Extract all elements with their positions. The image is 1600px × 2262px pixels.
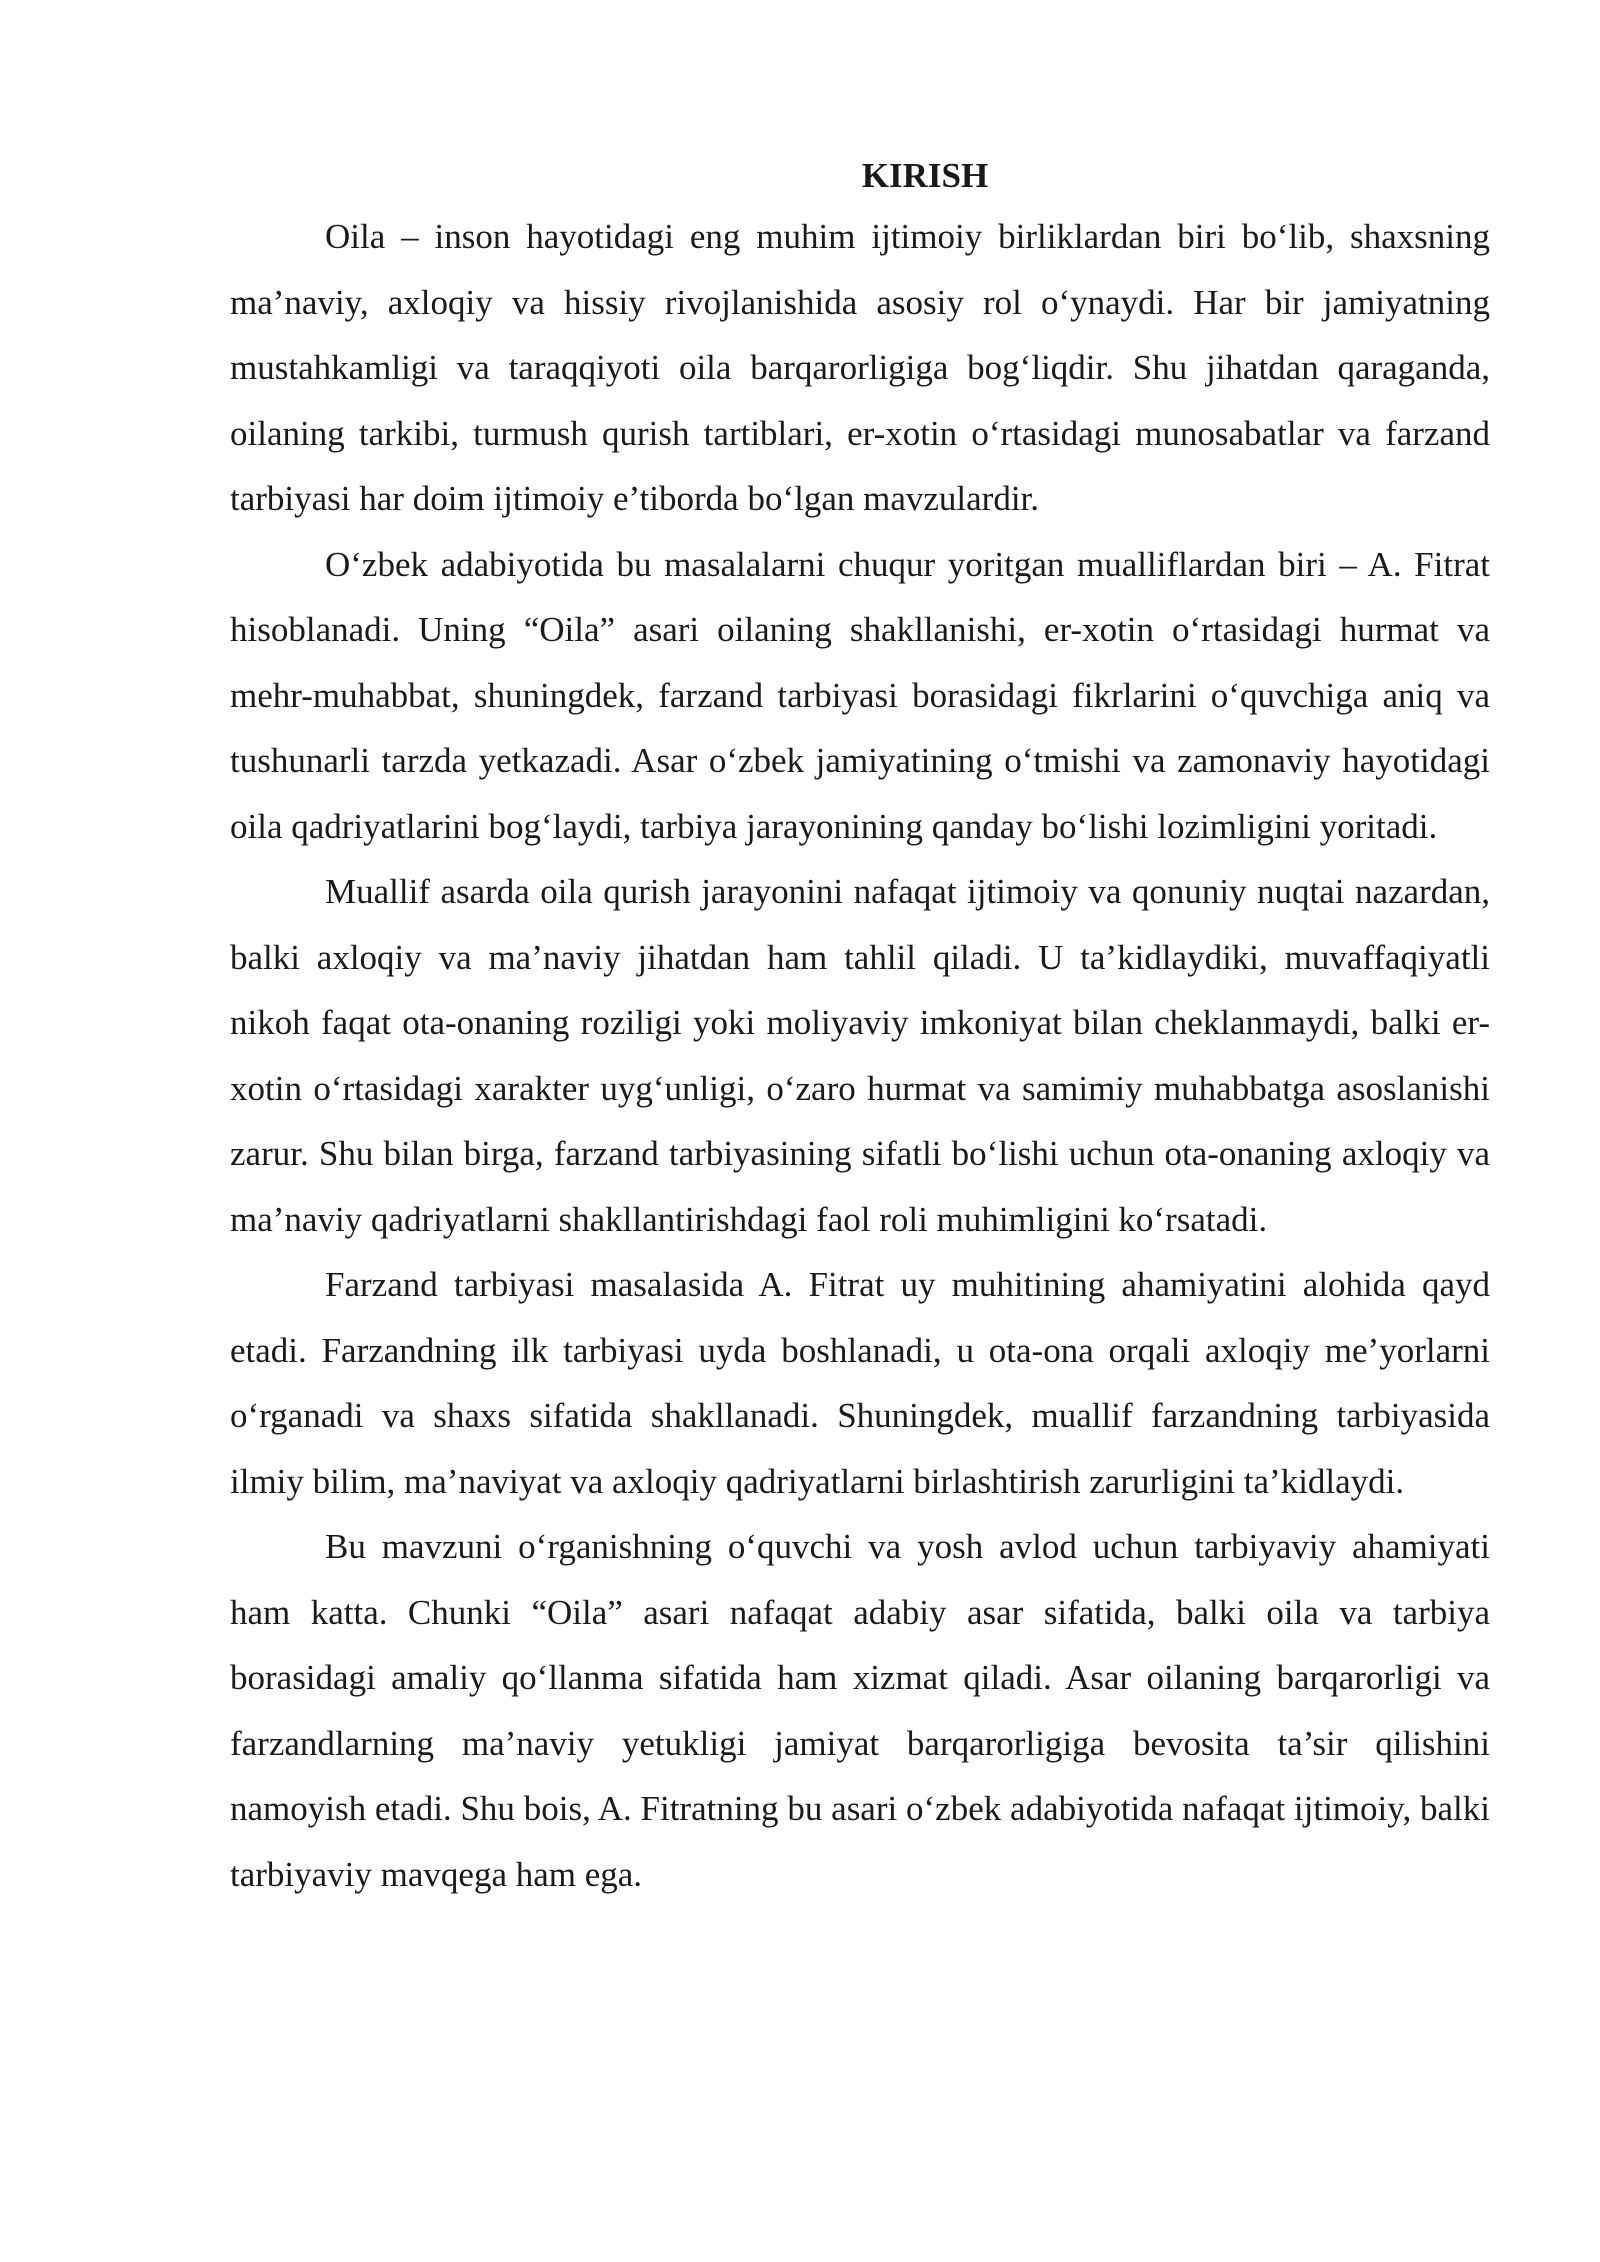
paragraph-5: Bu mavzuni o‘rganishning o‘quvchi va yosh avlod uchun tarbiyaviy ahamiyati ham katta. Chunki “Oila” asari nafaqat adabiy asar sifatida, balki oila va tarbiya borasidagi amaliy qo‘llanma sifatida ham xizmat qiladi. Asar oilaning barqarorligi va farzandlarning ma’naviy yetukligi jamiyat barqarorligiga bevosita ta’sir qilishini namoyish etadi. Shu bois, A. Fitratning bu asari o‘zbek adabiyotida nafaqat ijtimoiy, balki tarbiyaviy mavqega ham ega. — [230, 1527, 1490, 1894]
paragraph-1: Oila – inson hayotidagi eng muhim ijtimoiy birliklardan biri bo‘lib, shaxsning ma’naviy, axloqiy va hissiy rivojlanishida asosiy rol o‘ynaydi. Har bir jamiyatning mustahkamligi va taraqqiyoti oila barqarorligiga bog‘liqdir. Shu jihatdan qaraganda, oilaning tarkibi, turmush qurish tartiblari, er-xotin o‘rtasidagi munosabatlar va farzand tarbiyasi har doim ijtimoiy e’tiborda bo‘lgan mavzulardir. — [230, 217, 1490, 518]
paragraph-3: Muallif asarda oila qurish jarayonini nafaqat ijtimoiy va qonuniy nuqtai nazardan, balki axloqiy va ma’naviy jihatdan ham tahlil qiladi. U ta’kidlaydiki, muvaffaqiyatli nikoh faqat ota-onaning roziligi yoki moliyaviy imkoniyat bilan cheklanmaydi, balki er-xotin o‘rtasidagi xarakter uyg‘unligi, o‘zaro hurmat va samimiy muhabbatga asoslanishi zarur. Shu bilan birga, farzand tarbiyasining sifatli bo‘lishi uchun ota-onaning axloqiy va ma’naviy qadriyatlarni shakllantirishdagi faol roli muhimligini ko‘rsatadi. — [230, 872, 1490, 1239]
document-body — [230, 148, 1490, 1907]
paragraph-2: O‘zbek adabiyotida bu masalalarni chuqur yoritgan mualliflardan biri – A. Fitrat hisoblanadi. Uning “Oila” asari oilaning shakllanishi, er-xotin o‘rtasidagi hurmat va mehr-muhabbat, shuningdek, farzand tarbiyasi borasidagi fikrlarini o‘quvchiga aniq va tushunarli tarzda yetkazadi. Asar o‘zbek jamiyatining o‘tmishi va zamonaviy hayotidagi oila qadriyatlarini bog‘laydi, tarbiya jarayonining qanday bo‘lishi lozimligini yoritadi. — [230, 544, 1490, 846]
paragraph-4: Farzand tarbiyasi masalasida A. Fitrat uy muhitining ahamiyatini alohida qayd etadi. Farzandning ilk tarbiyasi uyda boshlanadi, u ota-ona orqali axloqiy me’yorlarni o‘rganadi va shaxs sifatida shakllanadi. Shuningdek, muallif farzandning tarbiyasida ilmiy bilim, ma’naviyat va axloqiy qadriyatlarni birlashtirish zarurligini ta’kidlaydi. — [230, 1265, 1490, 1501]
page-title: KIRISH — [861, 156, 989, 195]
